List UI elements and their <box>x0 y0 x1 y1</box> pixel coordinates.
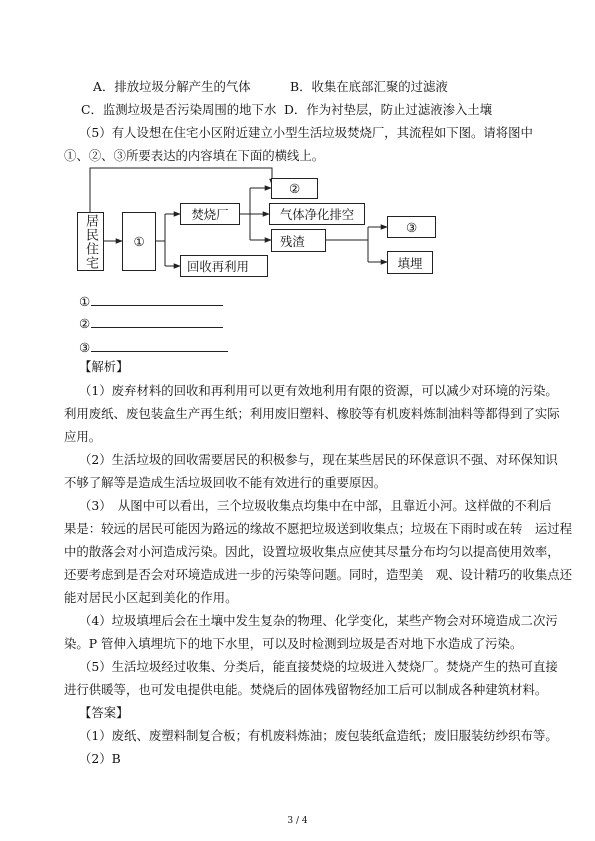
analysis-heading: 【解析】 <box>79 359 129 374</box>
analysis-p3-line-1: （3） 从图中可以看出，三个垃圾收集点均集中在中部，且靠近小河。这样做的不利后 <box>79 498 552 513</box>
analysis-p1-line-1: （1）废弃材料的回收和再利用可以更有效地利用有限的资源，可以减少对环境的污染。 <box>79 383 558 398</box>
option-c: C．监测垃圾是否污染周围的地下水 <box>81 102 277 117</box>
box-3 <box>387 216 436 238</box>
box-3-label: ③ <box>405 219 418 235</box>
landfill-box <box>387 251 433 274</box>
option-d: D．作为衬垫层，防止过滤液渗入土壤 <box>284 102 493 117</box>
option-b: B．收集在底部汇聚的过滤液 <box>290 79 448 94</box>
analysis-p5-line-1: （5）生活垃圾经过收集、分类后，能直接焚烧的垃圾进入焚烧厂。焚烧产生的热可直接 <box>79 659 558 674</box>
answer-heading: 【答案】 <box>79 705 129 720</box>
residence-label: 居民住宅 <box>83 213 98 270</box>
blank-2-label: ② <box>79 316 91 331</box>
blank-1-line[interactable] <box>91 294 223 306</box>
option-a: A．排放垃圾分解产生的气体 <box>93 79 251 94</box>
analysis-p3-line-4: 还要考虑到是否会对环境造成进一步的污染等问题。同时，造型美 观、设计精巧的收集点还 <box>64 567 573 582</box>
blank-3-label: ③ <box>79 340 91 355</box>
residue-label: 残渣 <box>280 233 305 249</box>
analysis-p3-line-5: 能对居民小区起到美化的作用。 <box>64 590 238 605</box>
question-5-line-1: （5）有人设想在住宅小区附近建立小型生活垃圾焚烧厂，其流程如下图。请将图中 <box>79 125 533 140</box>
page-number: 3 / 4 <box>287 816 308 826</box>
blank-1 <box>79 294 223 309</box>
blank-2-line[interactable] <box>91 316 223 328</box>
answer-2: （2）B <box>79 751 121 766</box>
analysis-p1-line-3: 应用。 <box>64 429 102 444</box>
recycle-label: 回收再利用 <box>187 259 249 274</box>
blank-1-label: ① <box>79 294 91 309</box>
box-1-label: ① <box>133 234 145 249</box>
answer-1: （1）废纸、废塑料制复合板；有机废料炼油；废包装纸盒造纸；废旧服装纺纱织布等。 <box>79 728 558 743</box>
analysis-p3-line-3: 中的散落会对小河造成污染。因此，设置垃圾收集点应使其尽量分布均匀以提高使用效率， <box>64 544 560 559</box>
question-5-line-2: ①、②、③所要表达的内容填在下面的横线上。 <box>64 148 325 163</box>
analysis-p5-line-2: 进行供暖等，也可发电提供电能。焚烧后的固体残留物经加工后可以制成各种建筑材料。 <box>64 682 548 697</box>
analysis-p1-line-2: 利用废纸、废包装盒生产再生纸；利用废旧塑料、橡胶等有机废料炼制油料等都得到了实际 <box>64 406 560 421</box>
analysis-p4-line-1: （4）垃圾填埋后会在土壤中发生复杂的物理、化学变化，某些产物会对环境造成二次污 <box>79 613 558 628</box>
incinerator-label: 焚烧厂 <box>191 207 229 222</box>
blank-3 <box>79 340 228 355</box>
analysis-p2-line-2: 不够了解等是造成生活垃圾回收不能有效进行的重要原因。 <box>64 475 387 490</box>
box-2 <box>271 178 318 199</box>
analysis-p3-line-2: 果是：较远的居民可能因为路远的缘故不愿把垃圾送到收集点；垃圾在下雨时或在转 运过程 <box>64 521 573 536</box>
analysis-p2-line-1: （2）生活垃圾的回收需要居民的积极参与，现在某些居民的环保意识不强、对环保知识 <box>79 452 558 467</box>
blank-2 <box>79 316 223 331</box>
recycle-box <box>180 255 268 277</box>
incinerator-box <box>180 203 240 225</box>
blank-3-line[interactable] <box>91 340 228 352</box>
box-2-label: ② <box>288 181 301 196</box>
analysis-p4-line-2: 染。P 管伸入填埋坑下的地下水里，可以及时检测到垃圾是否对地下水造成了污染。 <box>64 636 523 651</box>
gas-purification-box <box>269 203 365 225</box>
box-1 <box>122 212 156 271</box>
residence-box <box>77 212 104 271</box>
gas-purification-label: 气体净化排空 <box>279 207 355 222</box>
residue-box <box>271 229 326 252</box>
landfill-label: 填埋 <box>397 255 423 271</box>
